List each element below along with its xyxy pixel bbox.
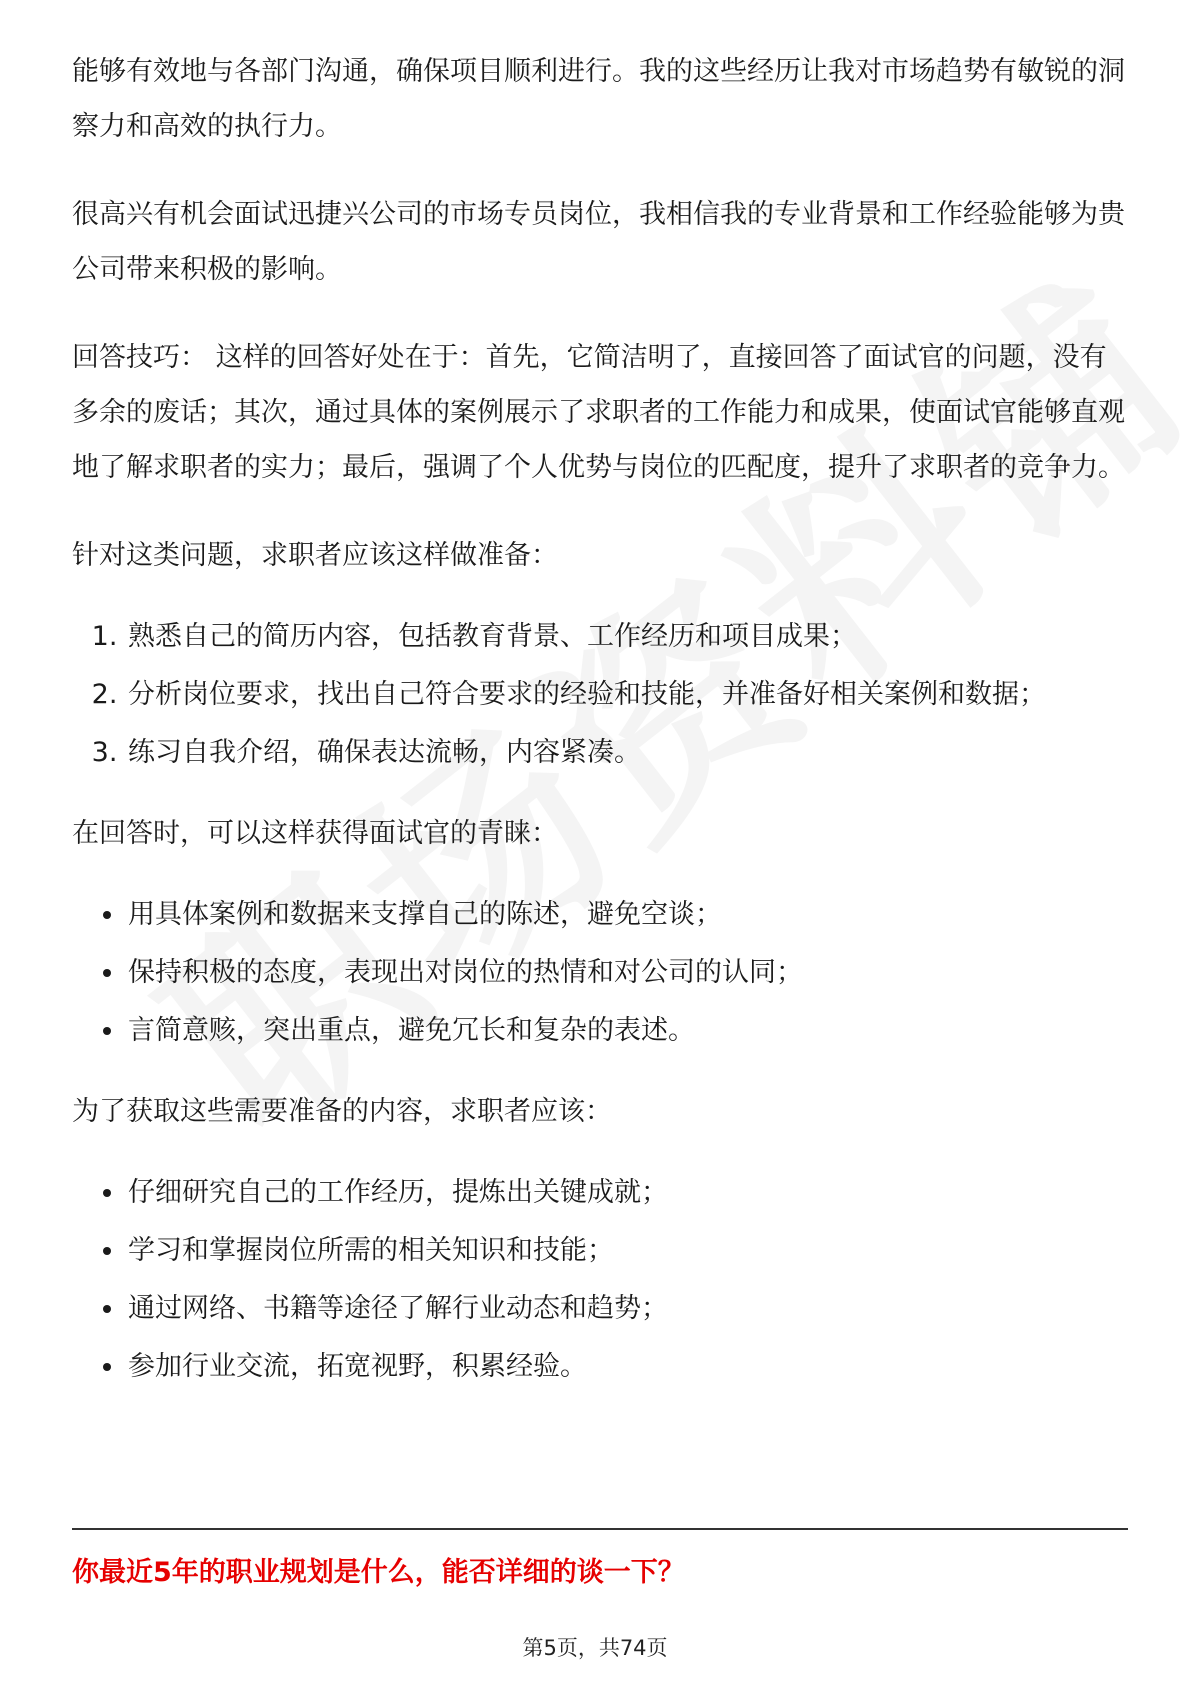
list-item: 3. 练习自我介绍，确保表达流畅，内容紧凑。 — [126, 724, 1128, 782]
list-item: • 用具体案例和数据来支撑自己的陈述，避免空谈； — [126, 886, 1128, 944]
paragraph: 能够有效地与各部门沟通，确保项目顺利进行。我的这些经历让我对市场趋势有敏锐的洞察力和高效的执行力。 — [72, 56, 1125, 142]
list-item: • 仔细研究自己的工作经历，提炼出关键成就； — [126, 1164, 1128, 1222]
list-item: • 保持积极的态度，表现出对岗位的热情和对公司的认同； — [126, 944, 1128, 1002]
list-item: 2. 分析岗位要求，找出自己符合要求的经验和技能，并准备好相关案例和数据； — [126, 666, 1128, 724]
list-item: • 言简意赅，突出重点，避免冗长和复杂的表述。 — [126, 1002, 1128, 1060]
prep-steps-list — [72, 608, 1128, 782]
list-item: • 学习和掌握岗位所需的相关知识和技能； — [126, 1222, 1128, 1280]
impress-intro: 在回答时，可以这样获得面试官的青睐： — [72, 818, 558, 849]
section-divider — [72, 1528, 1128, 1530]
answer-tips-paragraph: 回答技巧： 这样的回答好处在于：首先，它简洁明了，直接回答了面试官的问题，没有多余的废话；其次，通过具体的案例展示了求职者的工作能力和成果，使面试官能够直观地了解求职者的实力；最后，强调了个人优势与岗位的匹配度，提升了求职者的竞争力。 — [72, 342, 1125, 483]
paragraph: 很高兴有机会面试迅捷兴公司的市场专员岗位，我相信我的专业背景和工作经验能够为贵公司带来积极的影响。 — [72, 199, 1125, 285]
next-question-heading: 你最近5年的职业规划是什么，能否详细的谈一下？ — [72, 1557, 685, 1588]
list-item: • 参加行业交流，拓宽视野，积累经验。 — [126, 1338, 1128, 1396]
page-footer: 第5页，共74页 — [522, 1636, 668, 1660]
list-item: 1. 熟悉自己的简历内容，包括教育背景、工作经历和项目成果； — [126, 608, 1128, 666]
list-item: • 通过网络、书籍等途径了解行业动态和趋势； — [126, 1280, 1128, 1338]
impress-points-list — [72, 886, 1128, 1060]
prep-intro: 针对这类问题，求职者应该这样做准备： — [72, 540, 558, 571]
acquire-intro: 为了获取这些需要准备的内容，求职者应该： — [72, 1096, 612, 1127]
acquire-points-list — [72, 1164, 1128, 1396]
document-body — [72, 44, 1128, 1420]
